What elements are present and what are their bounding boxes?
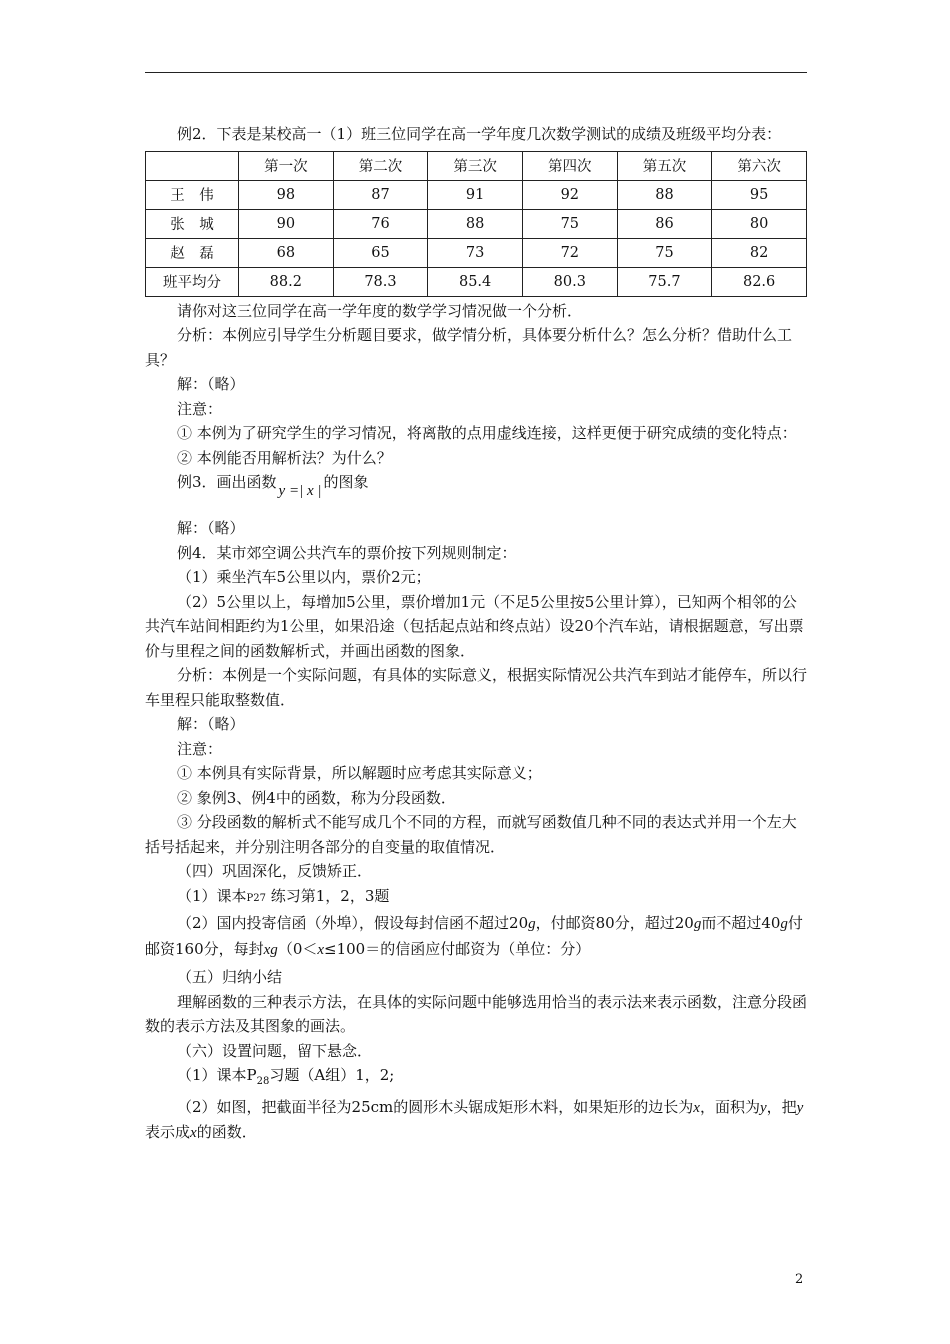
table-cell: 88.2 [239, 267, 334, 296]
ex4-note-2: ② 象例3、例4中的函数，称为分段函数． [177, 788, 456, 807]
y-symbol: y [759, 1099, 767, 1116]
sec4-item2-a: （2）国内投寄信函（外埠），假设每封信函不超过20 [177, 914, 529, 932]
table-cell: 88 [617, 180, 712, 209]
ex4-intro: 例4．某市郊空调公共汽车的票价按下列规则制定： [177, 543, 517, 562]
ex4-note-3: ③ 分段函数的解析式不能写成几个不同的方程，而就写函数值几种不同的表达式并用一个左大括号括起来，并分别注明各部分的自变量的取值情况． [145, 813, 797, 856]
sec4-item2-e: （0＜ [277, 939, 318, 958]
ex2-question: 请你对这三位同学在高一学年度的数学学习情况做一个分析． [177, 301, 583, 320]
ex4-analysis: 分析：本例是一个实际问题，有具体的实际意义，根据实际情况公共汽车到站才能停车，所以行车里程只能取整数值． [145, 666, 808, 709]
sec4-item2-f: ≤100＝的信函应付邮资为（单位：分） [324, 939, 591, 958]
ex4-rule-1: （1）乘坐汽车5公里以内，票价2元； [177, 568, 431, 586]
ex2-intro: 例2．下表是某校高一（1）班三位同学在高一学年度几次数学测试的成绩及班级平均分表： [177, 125, 782, 143]
row-name: 赵 磊 [146, 238, 239, 267]
score-table [145, 151, 807, 297]
table-header-row [146, 151, 807, 180]
table-cell: 87 [333, 180, 428, 209]
sec5-title: （五）归纳小结 [177, 968, 283, 986]
page-body [145, 122, 807, 1146]
ex2-note-1: ① 本例为了研究学生的学习情况，将离散的点用虚线连接，这样更便于研究成绩的变化特点： [177, 424, 797, 442]
table-row [146, 267, 807, 296]
table-row [146, 238, 807, 267]
table-cell: 92 [522, 180, 617, 209]
x-symbol: x [317, 941, 325, 958]
ex4-note-1: ① 本例具有实际背景，所以解题时应考虑其实际意义； [177, 764, 542, 782]
table-header-cell: 第六次 [712, 151, 807, 180]
page-ref: P27 [246, 892, 266, 904]
table-cell: 80.3 [522, 267, 617, 296]
table-cell: 86 [617, 209, 712, 238]
xg-symbol: xg [263, 941, 278, 958]
ex2-note-2: ② 本例能否用解析法？为什么？ [177, 448, 392, 467]
sec6-title: （六）设置问题，留下悬念． [177, 1041, 373, 1060]
ex3-suffix: 的图象 [323, 473, 369, 491]
table-header-cell [146, 151, 239, 180]
ex2-note-label: 注意： [177, 399, 223, 418]
sec4-item2-b: ，付邮资80分，超过20 [535, 914, 694, 932]
ex2-analysis: 分析：本例应引导学生分析题目要求，做学情分析，具体要分析什么？怎么分析？借助什么工具？ [145, 326, 793, 369]
table-header-cell: 第二次 [333, 151, 428, 180]
table-header-cell: 第三次 [428, 151, 523, 180]
ex3-formula: y =| x | [278, 483, 322, 499]
sec6-item-1 [145, 1063, 807, 1095]
row-name: 班平均分 [146, 267, 239, 296]
sec4-item2-c: 而不超过40 [701, 914, 781, 932]
table-cell: 78.3 [333, 267, 428, 296]
table-row [146, 209, 807, 238]
sec6-item-2 [145, 1095, 807, 1146]
table-cell: 75 [617, 238, 712, 267]
table-cell: 68 [239, 238, 334, 267]
table-row [146, 180, 807, 209]
sec6-item2-c: ，把 [766, 1097, 797, 1116]
sec4-title: （四）巩固深化，反馈矫正． [177, 862, 373, 880]
sec4-item2-d: 付邮资160分，每封 [145, 914, 803, 958]
sec4-item-2 [145, 911, 807, 962]
table-cell: 98 [239, 180, 334, 209]
table-cell: 82 [712, 238, 807, 267]
sec4-item1-a: （1）课本 [177, 886, 247, 905]
table-header-cell: 第四次 [522, 151, 617, 180]
y-symbol: y [796, 1099, 804, 1116]
page-number: 2 [795, 1272, 804, 1287]
ex2-solution: 解：（略） [177, 375, 245, 393]
ex3-solution: 解：（略） [177, 519, 245, 537]
table-cell: 80 [712, 209, 807, 238]
sec4-item-1 [145, 884, 807, 912]
table-cell: 75.7 [617, 267, 712, 296]
gram-symbol: g [693, 916, 702, 932]
x-symbol: x [693, 1099, 700, 1116]
row-name: 王 伟 [146, 180, 239, 209]
gram-symbol: g [780, 916, 788, 932]
table-cell: 75 [522, 209, 617, 238]
table-cell: 90 [239, 209, 334, 238]
table-cell: 95 [712, 180, 807, 209]
table-cell: 85.4 [428, 267, 523, 296]
table-cell: 82.6 [712, 267, 807, 296]
sec6-item2-e: 的函数． [196, 1123, 257, 1141]
sec6-item2-d: 表示成 [145, 1123, 191, 1141]
table-cell: 65 [333, 238, 428, 267]
sec6-item2-a: （2）如图，把截面半径为25cm的圆形木头锯成矩形木料，如果矩形的边长为 [177, 1097, 694, 1116]
ex4-solution: 解：（略） [177, 715, 245, 733]
sec6-item1-a: （1）课本P [177, 1066, 257, 1084]
table-cell: 72 [522, 238, 617, 267]
gram-symbol: g [528, 916, 536, 932]
table-header-cell: 第一次 [239, 151, 334, 180]
x-symbol: x [190, 1125, 197, 1141]
page-ref-sub: 28 [256, 1076, 270, 1087]
table-cell: 88 [428, 209, 523, 238]
sec6-item2-b: ，面积为 [699, 1097, 760, 1116]
sec6-item1-b: 习题（A组）1，2; [269, 1066, 395, 1084]
table-cell: 76 [333, 209, 428, 238]
table-cell: 73 [428, 238, 523, 267]
ex4-note-label: 注意： [177, 739, 223, 758]
header-rule [145, 72, 807, 73]
table-header-cell: 第五次 [617, 151, 712, 180]
table-cell: 91 [428, 180, 523, 209]
ex4-rule-2: （2）5公里以上，每增加5公里，票价增加1元（不足5公里按5公里计算），已知两个相邻的公共汽车站间相距约为1公里，如果沿途（包括起点站和终点站）设20个汽车站，请根据题意，写出票价与里程之间的函数解析式，并画出函数的图象． [145, 592, 804, 660]
row-name: 张 城 [146, 209, 239, 238]
sec4-item1-b: 练习第1，2，3题 [266, 886, 390, 905]
ex3-line [145, 470, 807, 504]
sec5-body: 理解函数的三种表示方法，在具体的实际问题中能够选用恰当的表示法来表示函数，注意分段函数的表示方法及其图象的画法。 [145, 992, 808, 1035]
ex3-prefix: 例3．画出函数 [177, 473, 277, 491]
